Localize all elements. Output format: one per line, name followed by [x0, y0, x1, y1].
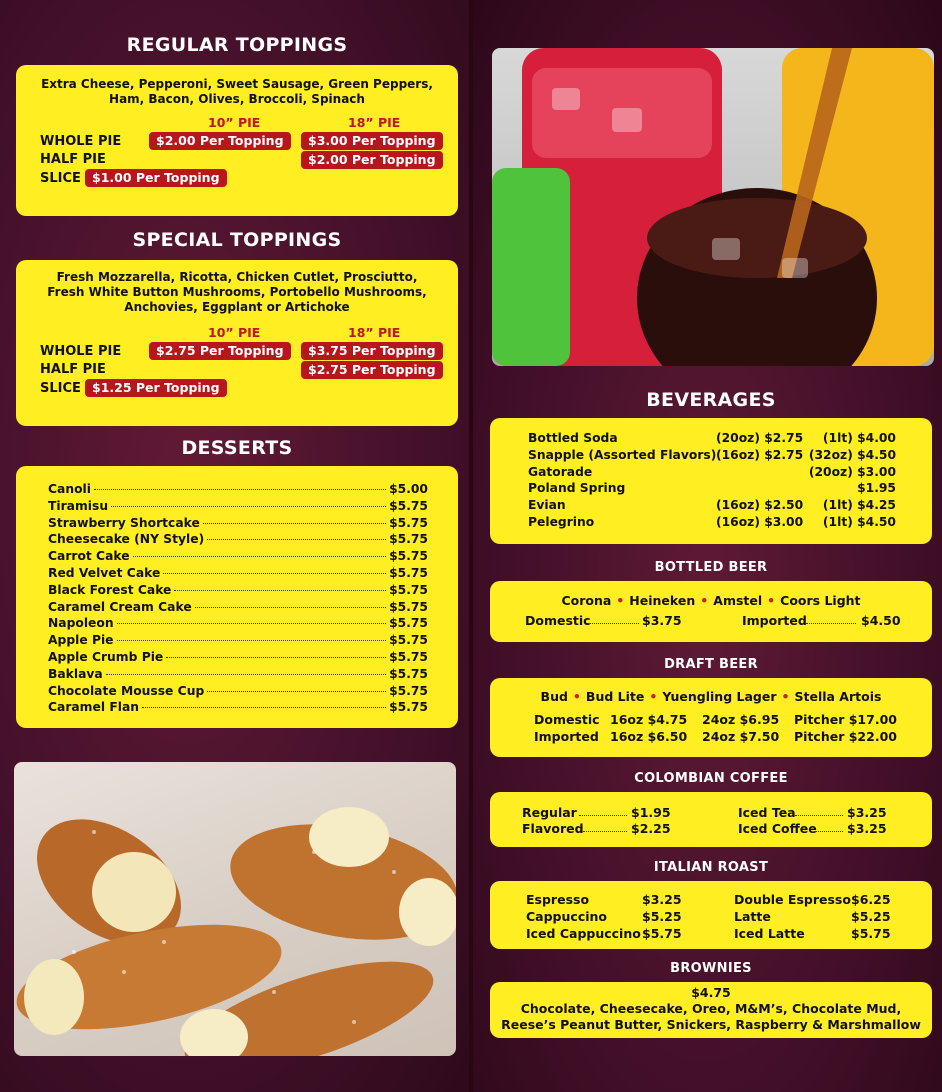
green-drink-glass: [492, 168, 570, 366]
beverage-size2: (1lt) $4.50: [822, 515, 896, 529]
beverage-row: [490, 480, 932, 497]
colombian-coffee-box: [490, 792, 932, 847]
roast-item-price: $5.25: [642, 909, 682, 924]
dessert-item: [48, 499, 428, 516]
special-toppings-list-line3: Anchovies, Eggplant or Artichoke: [124, 300, 350, 314]
dot-leader: [106, 674, 386, 675]
roast-item-name: Espresso: [526, 892, 590, 907]
dessert-price: $5.00: [389, 482, 428, 496]
special-toppings-list-line1: Fresh Mozzarella, Ricotta, Chicken Cutlet, Prosciutto,: [56, 270, 418, 284]
beverage-name: Bottled Soda: [528, 431, 618, 445]
beverage-size1: (16oz) $2.75: [716, 447, 804, 462]
beverage-name: Snapple (Assorted Flavors): [528, 447, 717, 462]
roast-item-price: $6.25: [851, 892, 891, 907]
bullet-icon: •: [767, 593, 776, 608]
beverages-box: [490, 418, 932, 544]
draft-c3: Pitcher $22.00: [794, 729, 897, 744]
dessert-price: $5.75: [389, 582, 428, 597]
dessert-item: [48, 650, 428, 667]
beverage-size2: $1.95: [857, 481, 896, 496]
dot-leader: [207, 691, 386, 692]
dessert-item: [48, 600, 428, 617]
beverage-size1: (20oz) $2.75: [716, 431, 804, 445]
dessert-name: Apple Crumb Pie: [48, 649, 164, 664]
italian-roast-list: [490, 892, 932, 944]
bottled-imported-label: Imported: [742, 613, 807, 628]
special-toppings-list-line2: Fresh White Button Mushrooms, Portobello Mushrooms,: [47, 285, 427, 299]
regular-toppings-list-line2: Ham, Bacon, Olives, Broccoli, Spinach: [109, 92, 365, 106]
dessert-name: Caramel Flan: [48, 700, 140, 715]
dessert-name: Carrot Cake: [48, 549, 130, 564]
draft-beer-box: [490, 678, 932, 757]
size-10-label: 10” PIE: [208, 325, 261, 340]
bottled-domestic-leader: [587, 613, 639, 624]
regular-toppings-title: REGULAR TOPPINGS: [126, 34, 348, 56]
beer-brand: Bud: [540, 689, 568, 704]
draft-label: Imported: [534, 729, 599, 744]
brownies-flavors-line1: Chocolate, Cheesecake, Oreo, M&M’s, Chocolate Mud,: [520, 1001, 902, 1016]
dessert-name: Napoleon: [48, 616, 114, 631]
draft-c2: 24oz $7.50: [702, 729, 780, 744]
dessert-price: $5.75: [389, 549, 428, 564]
roast-item-price: $3.25: [642, 892, 682, 907]
beer-brand: Amstel: [713, 593, 763, 608]
half-pie-label: HALF PIE: [40, 362, 106, 377]
dessert-item: [48, 482, 428, 499]
dessert-price: $5.75: [389, 599, 428, 614]
size-10-label: 10” PIE: [208, 115, 261, 130]
iced-tea-leader: [795, 805, 843, 816]
dot-leader: [133, 556, 387, 557]
dessert-price: $5.75: [389, 700, 428, 715]
iced-coffee-price: $3.25: [847, 821, 887, 836]
dot-leader: [142, 707, 386, 708]
half-18-price: $2.00 Per Topping: [301, 151, 443, 169]
page-fold: [469, 0, 473, 1092]
dot-leader: [203, 523, 386, 524]
bottled-domestic-price: $3.75: [642, 613, 682, 628]
size-18-label: 18” PIE: [348, 325, 401, 340]
size-18-label: 18” PIE: [348, 115, 401, 130]
dot-leader: [195, 607, 386, 608]
bottled-imported-price: $4.50: [861, 613, 901, 628]
beverage-size2: (1lt) $4.00: [822, 431, 896, 445]
whole-18-price: $3.75 Per Topping: [301, 342, 443, 360]
cannoli-illustration: [14, 762, 456, 1056]
dessert-item: [48, 684, 428, 701]
roast-item-name: Iced Cappuccino: [526, 926, 641, 941]
regular-coffee-leader: [579, 805, 627, 816]
beverage-row: [490, 464, 932, 481]
beverage-name: Gatorade: [528, 464, 593, 479]
half-pie-label: HALF PIE: [40, 152, 106, 167]
dessert-name: Cheesecake (NY Style): [48, 532, 205, 547]
dessert-name: Chocolate Mousse Cup: [48, 683, 205, 698]
half-18-price: $2.75 Per Topping: [301, 361, 443, 379]
dot-leader: [117, 623, 386, 624]
bullet-icon: •: [700, 593, 709, 608]
italian-roast-title: ITALIAN ROAST: [653, 860, 769, 875]
beverage-row: [490, 497, 932, 514]
desserts-list: [48, 482, 428, 717]
dot-leader: [207, 539, 386, 540]
beverage-row: [490, 430, 932, 447]
beer-brand: Yuengling Lager: [662, 689, 777, 704]
draft-beer-brands: [490, 689, 932, 704]
roast-item-price: $5.75: [642, 926, 682, 941]
brownies-flavors-line2: Reese’s Peanut Butter, Snickers, Raspberry & Marshmallow: [501, 1017, 921, 1032]
dot-leader: [111, 506, 386, 507]
whole-pie-label: WHOLE PIE: [40, 344, 122, 359]
iced-tea-label: Iced Tea: [738, 805, 796, 820]
dessert-price: $5.75: [389, 498, 428, 513]
beverage-size2: (32oz) $4.50: [808, 447, 896, 462]
bullet-icon: •: [616, 593, 625, 608]
draft-beer-title: DRAFT BEER: [664, 657, 758, 672]
roast-item-name: Double Espresso: [734, 892, 851, 907]
beverage-name: Pelegrino: [528, 515, 595, 529]
bottled-beer-brands: [490, 593, 932, 608]
dot-leader: [117, 640, 387, 641]
draft-label: Domestic: [534, 712, 600, 727]
dessert-price: $5.75: [389, 532, 428, 547]
beer-brand: Heineken: [629, 593, 696, 608]
dessert-price: $5.75: [389, 666, 428, 681]
special-toppings-box: [16, 260, 458, 426]
beverage-row: [490, 514, 932, 531]
dessert-name: Black Forest Cake: [48, 582, 172, 597]
dessert-name: Apple Pie: [48, 633, 114, 648]
special-toppings-title: SPECIAL TOPPINGS: [132, 229, 342, 251]
brownies-title: BROWNIES: [670, 961, 752, 976]
dessert-price: $5.75: [389, 616, 428, 631]
dessert-name: Red Velvet Cake: [48, 565, 161, 580]
regular-toppings-list-line1: Extra Cheese, Pepperoni, Sweet Sausage, Green Peppers,: [41, 77, 433, 91]
desserts-box: [16, 466, 458, 728]
brownies-box: [490, 982, 932, 1038]
dessert-price: $5.75: [389, 649, 428, 664]
drinks-photo: [492, 48, 934, 366]
drinks-illustration: [492, 48, 934, 366]
dessert-item: [48, 616, 428, 633]
beverage-size1: (16oz) $2.50: [716, 498, 804, 513]
roast-item-price: $5.25: [851, 909, 891, 924]
bottled-imported-leader: [806, 613, 856, 624]
iced-coffee-label: Iced Coffee: [738, 821, 817, 836]
beer-brand: Stella Artois: [794, 689, 882, 704]
beverage-size1: (16oz) $3.00: [716, 515, 804, 529]
draft-c2: 24oz $6.95: [702, 712, 780, 727]
bullet-icon: •: [649, 689, 658, 704]
bullet-icon: •: [572, 689, 581, 704]
bottled-beer-box: [490, 581, 932, 642]
beer-brand: Coors Light: [780, 593, 861, 608]
bottled-beer-title: BOTTLED BEER: [654, 560, 768, 575]
regular-coffee-price: $1.95: [631, 805, 671, 820]
iced-coffee-leader: [814, 821, 843, 832]
slice-price: $1.25 Per Topping: [85, 379, 227, 397]
slice-label: SLICE: [40, 381, 81, 396]
draft-c3: Pitcher $17.00: [794, 712, 897, 727]
roast-item-name: Latte: [734, 909, 771, 924]
dessert-item: [48, 583, 428, 600]
roast-item-price: $5.75: [851, 926, 891, 941]
dot-leader: [174, 590, 386, 591]
whole-pie-label: WHOLE PIE: [40, 134, 122, 149]
beverage-name: Poland Spring: [528, 481, 626, 496]
slice-label: SLICE: [40, 171, 81, 186]
dessert-name: Caramel Cream Cake: [48, 599, 192, 614]
whole-10-price: $2.00 Per Topping: [149, 132, 291, 150]
whole-18-price: $3.00 Per Topping: [301, 132, 443, 150]
dessert-name: Tiramisu: [48, 498, 109, 513]
bullet-icon: •: [781, 689, 790, 704]
desserts-title: DESSERTS: [181, 437, 293, 459]
dessert-item: [48, 667, 428, 684]
regular-toppings-box: [16, 65, 458, 216]
dessert-item: [48, 700, 428, 717]
whole-10-price: $2.75 Per Topping: [149, 342, 291, 360]
beverage-row: [490, 447, 932, 464]
beverage-size2: (20oz) $3.00: [808, 464, 896, 479]
roast-item-name: Cappuccino: [526, 909, 607, 924]
beer-brand: Corona: [561, 593, 612, 608]
iced-tea-price: $3.25: [847, 805, 887, 820]
dessert-name: Baklava: [48, 666, 103, 681]
dessert-item: [48, 566, 428, 583]
dessert-item: [48, 516, 428, 533]
draft-c1: 16oz $6.50: [610, 729, 688, 744]
slice-price: $1.00 Per Topping: [85, 169, 227, 187]
flavored-coffee-label: Flavored: [522, 821, 584, 836]
dessert-price: $5.75: [389, 565, 428, 580]
bottled-domestic-label: Domestic: [525, 613, 591, 628]
beverages-list: [490, 430, 932, 540]
flavored-coffee-leader: [583, 821, 627, 832]
dessert-price: $5.75: [389, 633, 428, 648]
dessert-item: [48, 633, 428, 650]
cannoli-photo: [14, 762, 456, 1056]
dessert-name: Canoli: [48, 482, 91, 496]
dessert-item: [48, 532, 428, 549]
beverage-size2: (1lt) $4.25: [822, 498, 896, 513]
dessert-item: [48, 549, 428, 566]
dot-leader: [163, 573, 386, 574]
flavored-coffee-price: $2.25: [631, 821, 671, 836]
italian-roast-box: [490, 881, 932, 949]
dessert-price: $5.75: [389, 515, 428, 530]
dessert-price: $5.75: [389, 683, 428, 698]
beverages-title: BEVERAGES: [646, 389, 776, 411]
beer-brand: Bud Lite: [585, 689, 645, 704]
dot-leader: [166, 657, 386, 658]
regular-coffee-label: Regular: [522, 805, 577, 820]
roast-item-name: Iced Latte: [734, 926, 805, 941]
dot-leader: [94, 489, 386, 490]
beverage-name: Evian: [528, 498, 566, 513]
colombian-coffee-title: COLOMBIAN COFFEE: [634, 771, 788, 786]
draft-c1: 16oz $4.75: [610, 712, 688, 727]
brownies-price: $4.75: [691, 985, 731, 1000]
dessert-name: Strawberry Shortcake: [48, 515, 200, 530]
